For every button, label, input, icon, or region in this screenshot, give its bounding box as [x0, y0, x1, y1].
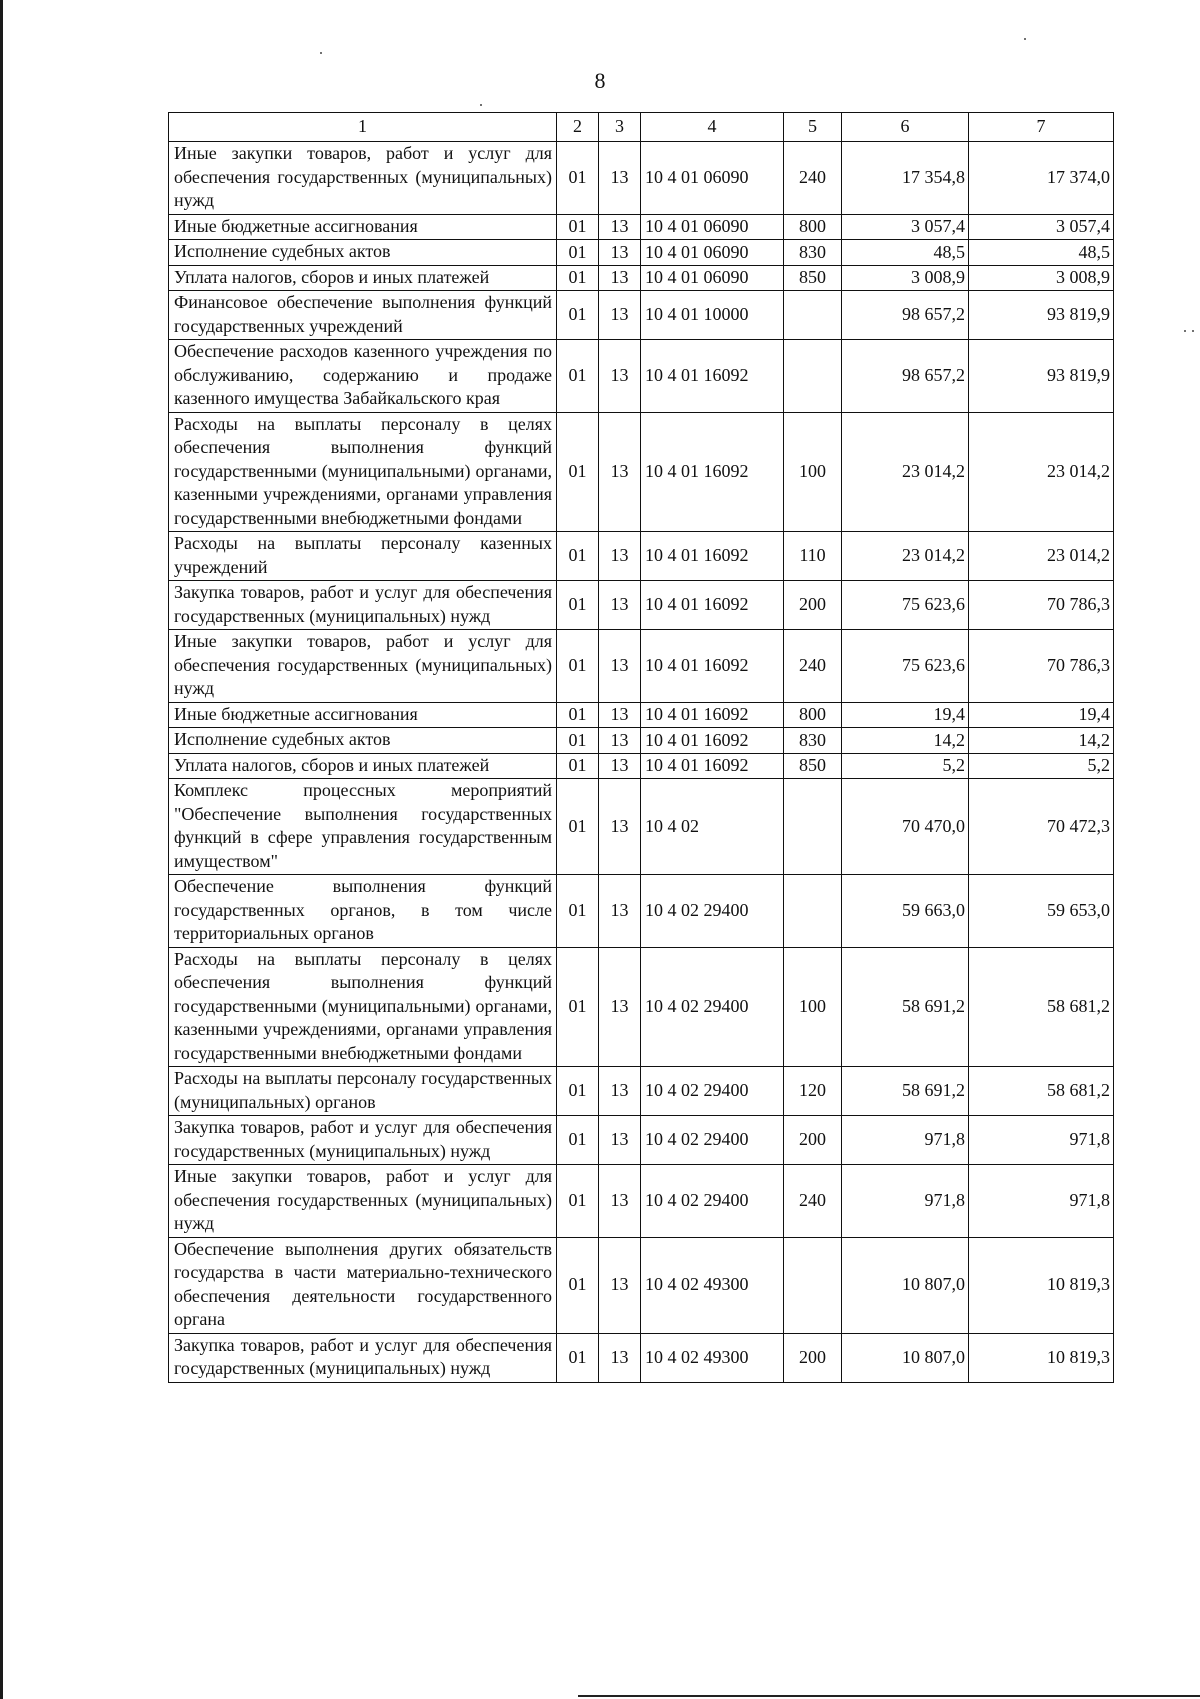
subsection-code-cell: 13: [599, 291, 641, 340]
subsection-code-cell: 13: [599, 753, 641, 779]
subsection-code-cell: 13: [599, 214, 641, 240]
amount-cell-6: 98 657,2: [842, 291, 969, 340]
expense-type-cell: [784, 1237, 842, 1333]
expense-type-cell: 240: [784, 142, 842, 215]
table-header-row: [169, 113, 1114, 142]
scan-left-edge: [0, 0, 3, 1699]
column-header: 3: [599, 113, 641, 142]
expense-type-cell: 200: [784, 581, 842, 630]
amount-cell-7: 48,5: [969, 240, 1114, 266]
row-name-cell: Обеспечение выполнения других обязательств государства в части материально-технического обеспечения деятельности государственного органа: [169, 1237, 557, 1333]
target-article-cell: 10 4 01 06090: [641, 142, 784, 215]
budget-table: [168, 112, 1114, 1383]
target-article-cell: 10 4 01 16092: [641, 412, 784, 532]
row-name-cell: Закупка товаров, работ и услуг для обеспечения государственных (муниципальных) нужд: [169, 581, 557, 630]
subsection-code-cell: 13: [599, 265, 641, 291]
expense-type-cell: 100: [784, 947, 842, 1067]
table-row: [169, 875, 1114, 948]
amount-cell-6: 75 623,6: [842, 581, 969, 630]
amount-cell-6: 23 014,2: [842, 412, 969, 532]
table-row: [169, 1116, 1114, 1165]
amount-cell-7: 93 819,9: [969, 340, 1114, 413]
section-code-cell: 01: [557, 412, 599, 532]
subsection-code-cell: 13: [599, 1333, 641, 1382]
table-row: [169, 240, 1114, 266]
expense-type-cell: 830: [784, 240, 842, 266]
section-code-cell: 01: [557, 240, 599, 266]
amount-cell-7: 58 681,2: [969, 947, 1114, 1067]
expense-type-cell: 100: [784, 412, 842, 532]
row-name-cell: Обеспечение выполнения функций государственных органов, в том числе территориальных органов: [169, 875, 557, 948]
scan-speck: [1024, 38, 1026, 40]
amount-cell-6: 48,5: [842, 240, 969, 266]
target-article-cell: 10 4 01 16092: [641, 532, 784, 581]
expense-type-cell: [784, 875, 842, 948]
row-name-cell: Иные бюджетные ассигнования: [169, 214, 557, 240]
expense-type-cell: 850: [784, 753, 842, 779]
table-row: [169, 581, 1114, 630]
table-row: [169, 1165, 1114, 1238]
target-article-cell: 10 4 02 29400: [641, 947, 784, 1067]
section-code-cell: 01: [557, 581, 599, 630]
section-code-cell: 01: [557, 1333, 599, 1382]
scan-speck: [1184, 330, 1186, 332]
subsection-code-cell: 13: [599, 240, 641, 266]
expense-type-cell: 830: [784, 728, 842, 754]
table-row: [169, 728, 1114, 754]
subsection-code-cell: 13: [599, 875, 641, 948]
table-row: [169, 412, 1114, 532]
amount-cell-7: 5,2: [969, 753, 1114, 779]
amount-cell-6: 58 691,2: [842, 947, 969, 1067]
table-row: [169, 214, 1114, 240]
expense-type-cell: 110: [784, 532, 842, 581]
expense-type-cell: [784, 779, 842, 875]
amount-cell-6: 3 057,4: [842, 214, 969, 240]
amount-cell-7: 10 819,3: [969, 1333, 1114, 1382]
amount-cell-7: 59 653,0: [969, 875, 1114, 948]
amount-cell-7: 14,2: [969, 728, 1114, 754]
amount-cell-6: 70 470,0: [842, 779, 969, 875]
expense-type-cell: 240: [784, 630, 842, 703]
table-row: [169, 753, 1114, 779]
table-row: [169, 532, 1114, 581]
section-code-cell: 01: [557, 728, 599, 754]
target-article-cell: 10 4 01 06090: [641, 240, 784, 266]
expense-type-cell: 240: [784, 1165, 842, 1238]
column-header: 2: [557, 113, 599, 142]
amount-cell-7: 23 014,2: [969, 532, 1114, 581]
column-header: 6: [842, 113, 969, 142]
table-row: [169, 779, 1114, 875]
table-row: [169, 142, 1114, 215]
scan-speck: [1192, 330, 1194, 332]
amount-cell-7: 93 819,9: [969, 291, 1114, 340]
section-code-cell: 01: [557, 265, 599, 291]
subsection-code-cell: 13: [599, 142, 641, 215]
amount-cell-7: 19,4: [969, 702, 1114, 728]
row-name-cell: Иные закупки товаров, работ и услуг для обеспечения государственных (муниципальных) нужд: [169, 1165, 557, 1238]
section-code-cell: 01: [557, 1237, 599, 1333]
amount-cell-7: 971,8: [969, 1116, 1114, 1165]
section-code-cell: 01: [557, 1067, 599, 1116]
row-name-cell: Финансовое обеспечение выполнения функций государственных учреждений: [169, 291, 557, 340]
expense-type-cell: [784, 291, 842, 340]
row-name-cell: Иные закупки товаров, работ и услуг для обеспечения государственных (муниципальных) нужд: [169, 630, 557, 703]
row-name-cell: Расходы на выплаты персоналу государственных (муниципальных) органов: [169, 1067, 557, 1116]
target-article-cell: 10 4 01 10000: [641, 291, 784, 340]
row-name-cell: Расходы на выплаты персоналу в целях обеспечения выполнения функций государственными (муниципальными) органами, казенными учреждениями, органами управления государственными внебюджетными фондами: [169, 947, 557, 1067]
subsection-code-cell: 13: [599, 1116, 641, 1165]
target-article-cell: 10 4 01 16092: [641, 753, 784, 779]
subsection-code-cell: 13: [599, 340, 641, 413]
row-name-cell: Иные бюджетные ассигнования: [169, 702, 557, 728]
amount-cell-7: 23 014,2: [969, 412, 1114, 532]
amount-cell-7: 70 472,3: [969, 779, 1114, 875]
amount-cell-6: 10 807,0: [842, 1237, 969, 1333]
table-row: [169, 947, 1114, 1067]
amount-cell-6: 17 354,8: [842, 142, 969, 215]
subsection-code-cell: 13: [599, 728, 641, 754]
column-header: 4: [641, 113, 784, 142]
table-row: [169, 702, 1114, 728]
amount-cell-6: 14,2: [842, 728, 969, 754]
row-name-cell: Исполнение судебных актов: [169, 240, 557, 266]
expense-type-cell: [784, 340, 842, 413]
row-name-cell: Комплекс процессных мероприятий "Обеспечение выполнения государственных функций в сфере управления государственным имуществом": [169, 779, 557, 875]
section-code-cell: 01: [557, 630, 599, 703]
section-code-cell: 01: [557, 291, 599, 340]
row-name-cell: Исполнение судебных актов: [169, 728, 557, 754]
expense-type-cell: 120: [784, 1067, 842, 1116]
target-article-cell: 10 4 01 16092: [641, 581, 784, 630]
amount-cell-7: 3 057,4: [969, 214, 1114, 240]
section-code-cell: 01: [557, 214, 599, 240]
target-article-cell: 10 4 01 06090: [641, 265, 784, 291]
amount-cell-7: 70 786,3: [969, 581, 1114, 630]
row-name-cell: Иные закупки товаров, работ и услуг для обеспечения государственных (муниципальных) нужд: [169, 142, 557, 215]
row-name-cell: Уплата налогов, сборов и иных платежей: [169, 753, 557, 779]
amount-cell-7: 10 819,3: [969, 1237, 1114, 1333]
amount-cell-7: 58 681,2: [969, 1067, 1114, 1116]
expense-type-cell: 850: [784, 265, 842, 291]
column-header: 7: [969, 113, 1114, 142]
amount-cell-6: 98 657,2: [842, 340, 969, 413]
table-body: [169, 142, 1114, 1383]
table-row: [169, 630, 1114, 703]
amount-cell-7: 17 374,0: [969, 142, 1114, 215]
table-row: [169, 1067, 1114, 1116]
subsection-code-cell: 13: [599, 1165, 641, 1238]
target-article-cell: 10 4 02 49300: [641, 1237, 784, 1333]
target-article-cell: 10 4 01 16092: [641, 702, 784, 728]
table-row: [169, 265, 1114, 291]
subsection-code-cell: 13: [599, 1237, 641, 1333]
amount-cell-6: 58 691,2: [842, 1067, 969, 1116]
table-row: [169, 340, 1114, 413]
page-number: 8: [594, 68, 606, 93]
row-name-cell: Закупка товаров, работ и услуг для обеспечения государственных (муниципальных) нужд: [169, 1116, 557, 1165]
section-code-cell: 01: [557, 779, 599, 875]
amount-cell-7: 971,8: [969, 1165, 1114, 1238]
amount-cell-6: 10 807,0: [842, 1333, 969, 1382]
table-row: [169, 1237, 1114, 1333]
subsection-code-cell: 13: [599, 779, 641, 875]
target-article-cell: 10 4 02 29400: [641, 1067, 784, 1116]
amount-cell-6: 23 014,2: [842, 532, 969, 581]
section-code-cell: 01: [557, 875, 599, 948]
row-name-cell: Расходы на выплаты персоналу казенных учреждений: [169, 532, 557, 581]
section-code-cell: 01: [557, 753, 599, 779]
target-article-cell: 10 4 02 49300: [641, 1333, 784, 1382]
section-code-cell: 01: [557, 340, 599, 413]
scan-speck: [480, 104, 482, 106]
table-row: [169, 291, 1114, 340]
target-article-cell: 10 4 02 29400: [641, 1116, 784, 1165]
section-code-cell: 01: [557, 142, 599, 215]
expense-type-cell: 200: [784, 1116, 842, 1165]
subsection-code-cell: 13: [599, 1067, 641, 1116]
target-article-cell: 10 4 01 16092: [641, 728, 784, 754]
amount-cell-7: 3 008,9: [969, 265, 1114, 291]
target-article-cell: 10 4 01 06090: [641, 214, 784, 240]
target-article-cell: 10 4 02 29400: [641, 1165, 784, 1238]
subsection-code-cell: 13: [599, 630, 641, 703]
section-code-cell: 01: [557, 702, 599, 728]
target-article-cell: 10 4 02: [641, 779, 784, 875]
row-name-cell: Расходы на выплаты персоналу в целях обеспечения выполнения функций государственными (муниципальными) органами, казенными учреждениями, органами управления государственными внебюджетными фондами: [169, 412, 557, 532]
column-header: 5: [784, 113, 842, 142]
target-article-cell: 10 4 01 16092: [641, 340, 784, 413]
amount-cell-6: 75 623,6: [842, 630, 969, 703]
row-name-cell: Закупка товаров, работ и услуг для обеспечения государственных (муниципальных) нужд: [169, 1333, 557, 1382]
scan-bottom-rule: [578, 1695, 1200, 1697]
section-code-cell: 01: [557, 947, 599, 1067]
amount-cell-6: 19,4: [842, 702, 969, 728]
expense-type-cell: 800: [784, 214, 842, 240]
amount-cell-6: 59 663,0: [842, 875, 969, 948]
section-code-cell: 01: [557, 1116, 599, 1165]
column-header: 1: [169, 113, 557, 142]
subsection-code-cell: 13: [599, 581, 641, 630]
amount-cell-6: 971,8: [842, 1116, 969, 1165]
amount-cell-7: 70 786,3: [969, 630, 1114, 703]
amount-cell-6: 5,2: [842, 753, 969, 779]
section-code-cell: 01: [557, 1165, 599, 1238]
scan-speck: [320, 52, 322, 54]
target-article-cell: 10 4 01 16092: [641, 630, 784, 703]
row-name-cell: Уплата налогов, сборов и иных платежей: [169, 265, 557, 291]
target-article-cell: 10 4 02 29400: [641, 875, 784, 948]
subsection-code-cell: 13: [599, 947, 641, 1067]
section-code-cell: 01: [557, 532, 599, 581]
expense-type-cell: 800: [784, 702, 842, 728]
row-name-cell: Обеспечение расходов казенного учреждения по обслуживанию, содержанию и продаже казенного имущества Забайкальского края: [169, 340, 557, 413]
subsection-code-cell: 13: [599, 532, 641, 581]
amount-cell-6: 971,8: [842, 1165, 969, 1238]
subsection-code-cell: 13: [599, 702, 641, 728]
amount-cell-6: 3 008,9: [842, 265, 969, 291]
subsection-code-cell: 13: [599, 412, 641, 532]
table-row: [169, 1333, 1114, 1382]
expense-type-cell: 200: [784, 1333, 842, 1382]
